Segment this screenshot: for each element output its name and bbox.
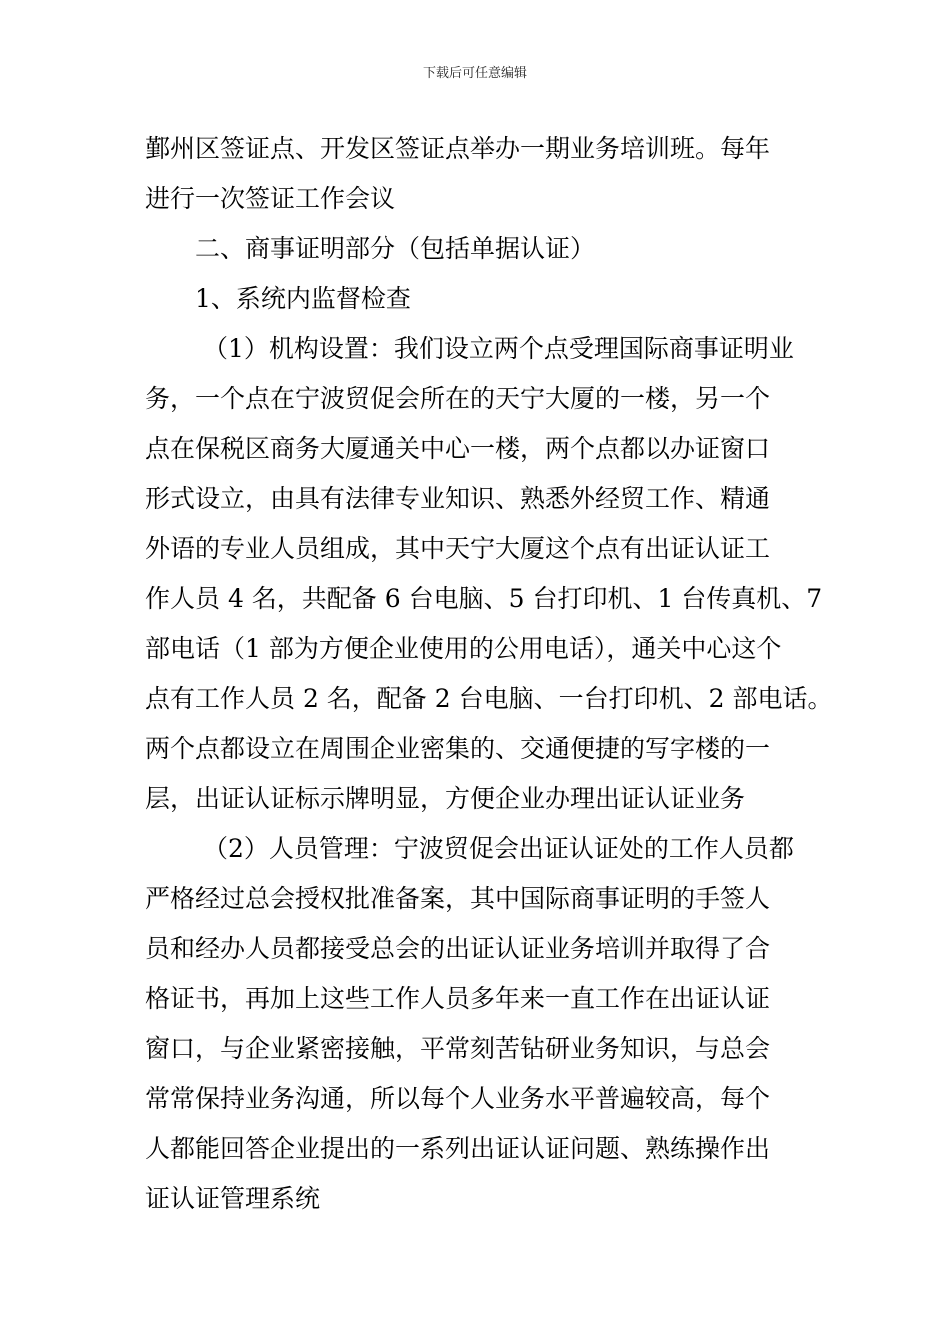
text-line: 形式设立，由具有法律专业知识、熟悉外经贸工作、精通 — [145, 484, 771, 513]
text-line: 窗口，与企业紧密接触，平常刻苦钻研业务知识，与总会 — [145, 1034, 771, 1063]
text-line: 严格经过总会授权批准备案，其中国际商事证明的手签人 — [145, 884, 771, 913]
text-line: 常常保持业务沟通，所以每个人业务水平普遍较高，每个 — [145, 1084, 771, 1113]
text-line: 层，出证认证标示牌明显，方便企业办理出证认证业务 — [145, 784, 746, 813]
text-line: 证认证管理系统 — [145, 1184, 321, 1213]
text-line: 人都能回答企业提出的一系列出证认证问题、熟练操作出 — [145, 1134, 771, 1163]
document-body — [145, 124, 833, 1224]
paragraph-start: （1）机构设置：我们设立两个点受理国际商事证明业 — [203, 334, 794, 363]
section-heading: 二、商事证明部分（包括单据认证） — [195, 234, 596, 263]
paragraph-start: （2）人员管理：宁波贸促会出证认证处的工作人员都 — [203, 834, 794, 863]
text-line: 务，一个点在宁波贸促会所在的天宁大厦的一楼，另一个 — [145, 384, 771, 413]
text-line: 部电话（1 部为方便企业使用的公用电话），通关中心这个 — [145, 634, 782, 663]
text-line: 鄞州区签证点、开发区签证点举办一期业务培训班。每年 — [145, 134, 771, 163]
text-line: 进行一次签证工作会议 — [145, 184, 396, 213]
text-line: 格证书，再加上这些工作人员多年来一直工作在出证认证 — [145, 984, 771, 1013]
subsection-heading: 1、系统内监督检查 — [195, 284, 411, 313]
text-line: 点在保税区商务大厦通关中心一楼，两个点都以办证窗口 — [145, 434, 771, 463]
text-line: 作人员 4 名，共配备 6 台电脑、5 台打印机、1 台传真机、7 — [145, 584, 823, 613]
text-line: 点有工作人员 2 名，配备 2 台电脑、一台打印机、2 部电话。 — [145, 684, 833, 713]
page-header: 下载后可任意编辑 — [422, 66, 527, 81]
text-line: 员和经办人员都接受总会的出证认证业务培训并取得了合 — [145, 934, 771, 963]
text-line: 两个点都设立在周围企业密集的、交通便捷的写字楼的一 — [145, 734, 771, 763]
text-line: 外语的专业人员组成，其中天宁大厦这个点有出证认证工 — [145, 534, 771, 563]
